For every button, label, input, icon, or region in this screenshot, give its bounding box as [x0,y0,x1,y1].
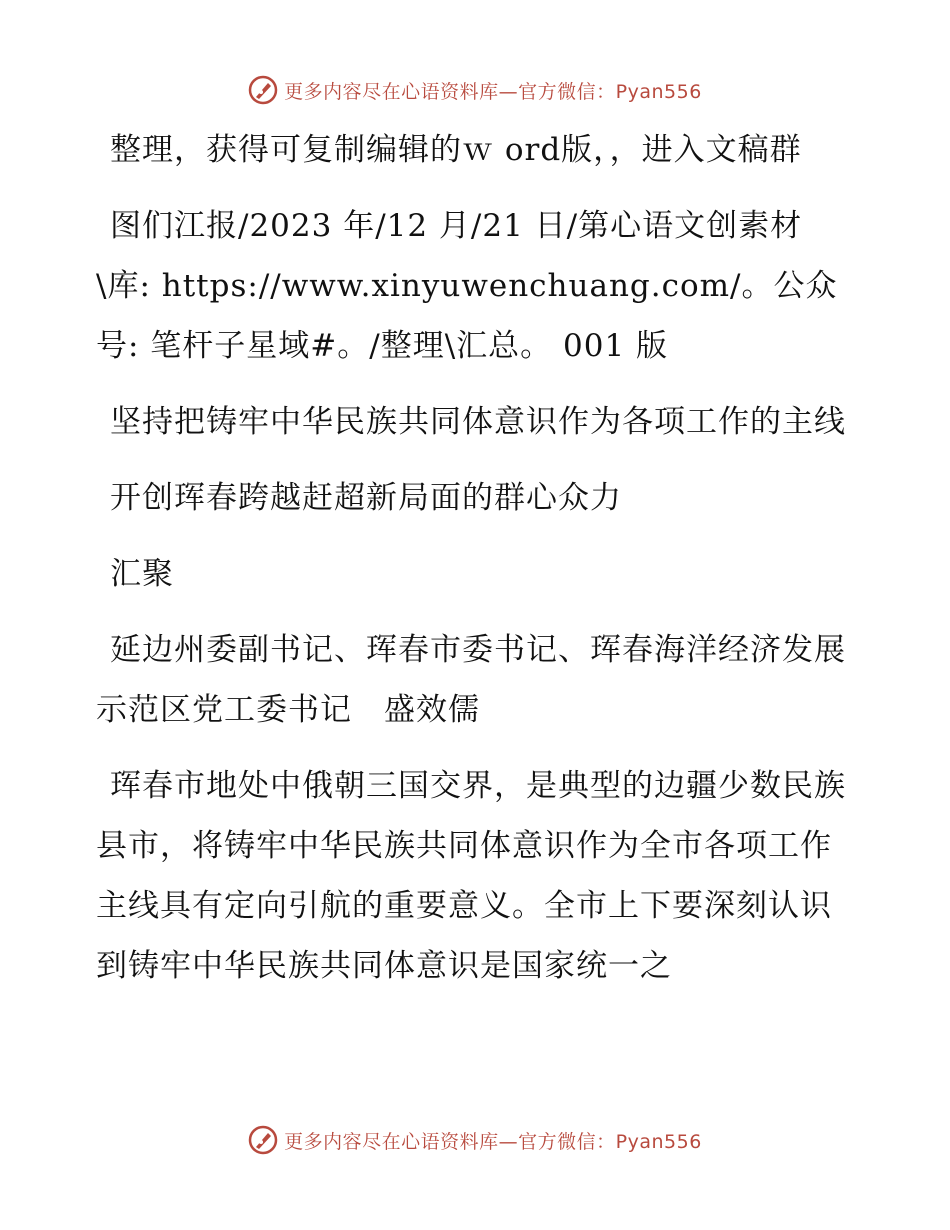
footer-banner [0,1122,950,1158]
paragraph-source: 图们江报/2023 年/12 月/21 日/第心语文创素材\库: https://www.xinyuwenchuang.com/。公众号: 笔杆子星域#。/整理\汇总。 001 版 [96,208,838,364]
article-title-line2: 开创珲春跨越赶超新局面的群心众力 [110,480,622,516]
footer-wechat-account: Pyan556 [615,1130,702,1153]
author-byline: 延边州委副书记、珲春市委书记、珲春海洋经济发展示范区党工委书记 盛效儒 [96,632,846,728]
document-body [96,120,856,1012]
footer-banner-text: 更多内容尽在心语资料库—官方微信：Pyan556 [284,1130,702,1153]
article-title-line3: 汇聚 [110,556,174,592]
quill-pen-icon [248,75,278,105]
header-wechat-account: Pyan556 [615,80,702,103]
header-banner-text: 更多内容尽在心语资料库—官方微信：Pyan556 [284,80,702,103]
header-banner [0,72,950,108]
article-title-line1: 坚持把铸牢中华民族共同体意识作为各项工作的主线 [110,404,846,440]
body-paragraph: 珲春市地处中俄朝三国交界，是典型的边疆少数民族县市，将铸牢中华民族共同体意识作为全市各项工作主线具有定向引航的重要意义。全市上下要深刻认识到铸牢中华民族共同体意识是国家统一之 [96,768,846,984]
paragraph-intro: 整理，获得可复制编辑的ｗ ord版，，进入文稿群 [110,132,802,168]
quill-pen-icon [248,1125,278,1155]
